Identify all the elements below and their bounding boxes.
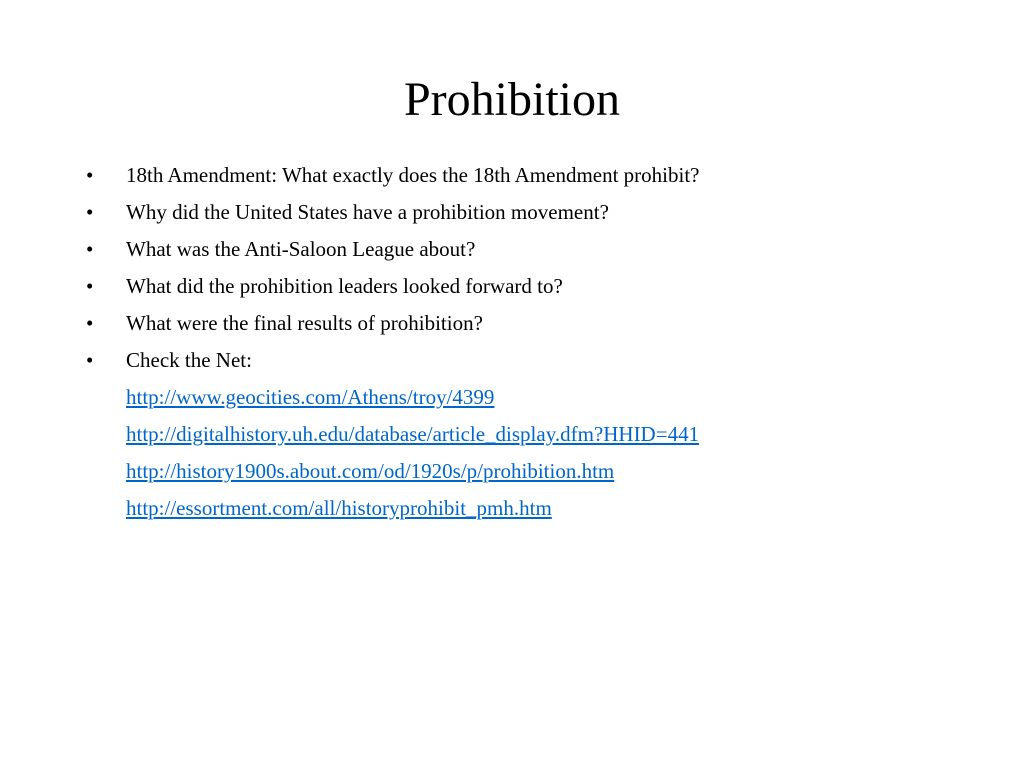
slide-title: Prohibition — [403, 73, 621, 126]
geocities-link[interactable]: http://www.geocities.com/Athens/troy/4399 — [126, 385, 495, 409]
bullet-icon: • — [86, 274, 94, 298]
link-list — [126, 379, 986, 527]
bullet-text: What did the prohibition leaders looked forward to? — [126, 274, 563, 298]
bullet-icon: • — [86, 311, 94, 335]
history1900s-link[interactable]: http://history1900s.about.com/od/1920s/p/prohibition.htm — [126, 459, 615, 483]
link-item — [126, 379, 986, 416]
bullet-icon: • — [86, 348, 94, 372]
bullet-list — [86, 157, 986, 527]
bullet-text: Check the Net: — [126, 348, 252, 372]
bullet-item-check-the-net — [86, 342, 986, 527]
bullet-text: 18th Amendment: What exactly does the 18th Amendment prohibit? — [126, 163, 700, 187]
bullet-item — [86, 305, 986, 342]
essortment-link[interactable]: http://essortment.com/all/historyprohibit_pmh.htm — [126, 496, 552, 520]
link-item — [126, 453, 986, 490]
link-item — [126, 416, 986, 453]
bullet-text: What was the Anti-Saloon League about? — [126, 237, 476, 261]
bullet-icon: • — [86, 237, 94, 261]
bullet-text: What were the final results of prohibition? — [126, 311, 483, 335]
bullet-item — [86, 268, 986, 305]
bullet-item — [86, 157, 986, 194]
bullet-icon: • — [86, 200, 94, 224]
bullet-icon: • — [86, 163, 94, 187]
bullet-item — [86, 231, 986, 268]
bullet-item — [86, 194, 986, 231]
link-item — [126, 490, 986, 527]
digitalhistory-link[interactable]: http://digitalhistory.uh.edu/database/article_display.dfm?HHID=441 — [126, 422, 700, 446]
bullet-text: Why did the United States have a prohibition movement? — [126, 200, 609, 224]
